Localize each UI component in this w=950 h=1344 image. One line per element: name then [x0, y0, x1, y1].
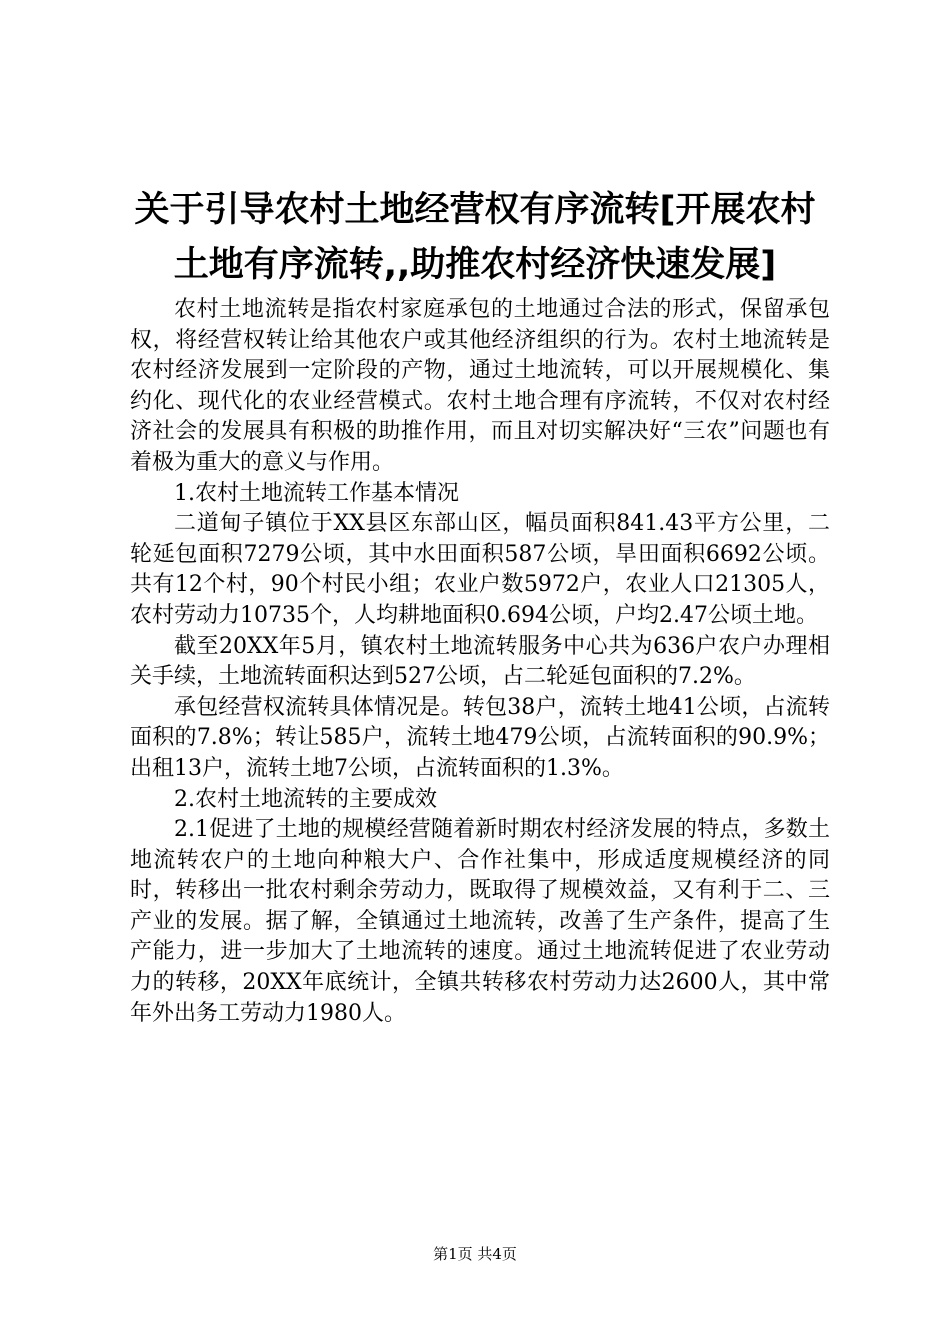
paragraph-scale-operation: 2.1促进了土地的规模经营随着新时期农村经济发展的特点，多数土地流转农户的土地向种粮大户、合作社集中，形成适度规模经济的同时，转移出一批农村剩余劳动力，既取得了规模效益，又有利于二、三产业的发展。据了解，全镇通过土地流转，改善了生产条件，提高了生产能力，进一步加大了土地流转的速度。通过土地流转促进了农业劳动力的转移，20XX年底统计，全镇共转移农村劳动力达2600人，其中常年外出务工劳动力1980人。 — [130, 817, 830, 1026]
paragraph-town-overview: 二道甸子镇位于XX县区东部山区，幅员面积841.43平方公里，二轮延包面积7279公顷，其中水田面积587公顷，旱田面积6692公顷。共有12个村，90个村民小组；农业户数5972户，农业人口21305人，农村劳动力10735个，人均耕地面积0.694公顷，户均2.47公顷土地。 — [130, 511, 830, 628]
document-title — [100, 183, 850, 293]
document-body — [130, 295, 830, 1029]
title-line-1: 关于引导农村土地经营权有序流转[开展农村 — [134, 190, 816, 230]
paragraph-intro: 农村土地流转是指农村家庭承包的土地通过合法的形式，保留承包权，将经营权转让给其他农户或其他经济组织的行为。农村土地流转是农村经济发展到一定阶段的产物，通过土地流转，可以开展规模化、集约化、现代化的农业经营模式。农村土地合理有序流转，不仅对农村经济社会的发展具有积极的助推作用，而且对切实解决好“三农”问题也有着极为重大的意义与作用。 — [130, 297, 830, 475]
title-line-2: 土地有序流转,,助推农村经济快速发展] — [173, 245, 777, 285]
section-heading-1: 1.农村土地流转工作基本情况 — [174, 480, 459, 506]
paragraph-transfer-center: 截至20XX年5月，镇农村土地流转服务中心共为636户农户办理相关手续，土地流转面积达到527公顷，占二轮延包面积的7.2%。 — [130, 633, 830, 690]
page-footer: 第1页 共4页 — [433, 1245, 517, 1263]
section-heading-2: 2.农村土地流转的主要成效 — [174, 786, 437, 812]
paragraph-transfer-details: 承包经营权流转具体情况是。转包38户，流转土地41公顷，占流转面积的7.8%；转让585户，流转土地479公顷，占流转面积的90.9%；出租13户，流转土地7公顷，占流转面积的1.3%。 — [130, 694, 830, 781]
